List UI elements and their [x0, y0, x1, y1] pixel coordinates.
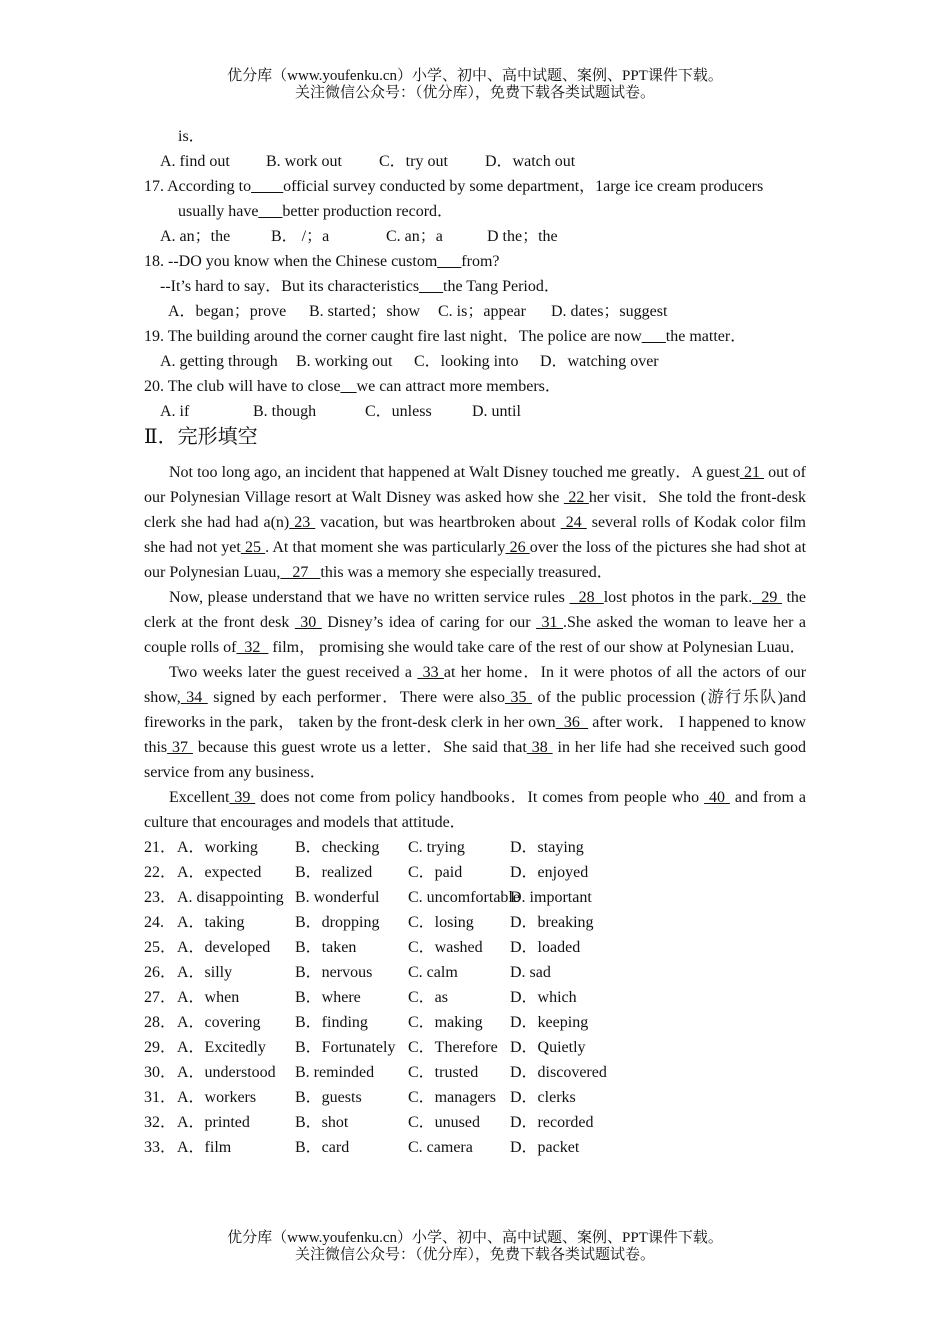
option-b: B．guests [295, 1089, 362, 1106]
option-d: D．loaded [510, 939, 581, 956]
footer-line-2: 关注微信公众号：（优分库），免费下载各类试题试卷。 [294, 1247, 655, 1263]
choice-row [144, 1060, 806, 1085]
q18-option-b: B. started；show [309, 303, 421, 320]
blank-38: 38 [526, 739, 553, 756]
q17-options [144, 224, 806, 249]
option-a: A．silly [177, 964, 233, 981]
question-number: 31． [144, 1089, 177, 1106]
page-footer [0, 1230, 950, 1264]
blank-35: 35 [504, 689, 532, 706]
option-c: C. trying [408, 839, 465, 856]
blank-37: 37 [167, 739, 193, 756]
q19-option-d: D．watching over [540, 353, 659, 370]
q18-stem: 18. --DO you know when the Chinese custom___from? [144, 253, 500, 270]
option-b: B. wonderful [295, 889, 380, 906]
blank-31: 31 [536, 614, 563, 631]
blank: ___ [641, 328, 666, 345]
option-b: B. reminded [295, 1064, 375, 1081]
choice-row [144, 1035, 806, 1060]
blank-22: 22 [563, 489, 589, 506]
blank: ____ [251, 178, 284, 195]
option-c: C．managers [408, 1089, 496, 1106]
question-number: 22． [144, 864, 177, 881]
option-b: B．nervous [295, 964, 373, 981]
question-number: 21． [144, 839, 177, 856]
question-number: 26． [144, 964, 177, 981]
passage-paragraph-1: Not too long ago, an incident that happened at Walt Disney touched me greatly．A guest 21 out of our Polynesian Village resort at Walt Disney was asked how she 22 her visit．She told the front-desk clerk she had had a(n) 23 vacation, but was heartbroken about 24 several rolls of Kodak color film she had not yet 25 . At that moment she was particularly 26 over the loss of the pictures she had shot at our Polynesian Luau, 27 this was a memory she especially treasured． [144, 464, 807, 581]
q19-option-a: A. getting through [160, 353, 278, 370]
blank-25: 25 [240, 539, 266, 556]
blank-34: 34 [180, 689, 208, 706]
q17-option-c: C. an；a [386, 228, 443, 245]
question-number: 33． [144, 1139, 177, 1156]
q16-option-b: B. work out [266, 153, 342, 170]
blank-39: 39 [229, 789, 256, 806]
q20-option-b: B. though [253, 403, 317, 420]
option-a: A．when [177, 989, 240, 1006]
q17-option-a: A. an；the [160, 228, 231, 245]
choice-row [144, 985, 806, 1010]
option-d: D．discovered [510, 1064, 607, 1081]
footer-line-1: 优分库（www.youfenku.cn）小学、初中、高中试题、案例、PPT课件下载。 [227, 1230, 723, 1246]
q19-option-c: C．looking into [414, 353, 519, 370]
option-c: C. uncomfortable [408, 889, 520, 906]
q18-options [144, 299, 806, 324]
option-a: A．covering [177, 1014, 261, 1031]
q19-stem: 19. The building around the corner caught fire last night．The police are now___the matter． [144, 328, 747, 345]
option-d: D．enjoyed [510, 864, 589, 881]
q16-options [144, 149, 806, 174]
q20-option-c: C．unless [365, 403, 432, 420]
blank-26: 26 [505, 539, 530, 556]
option-d: D．breaking [510, 914, 594, 931]
passage-paragraph-3: Two weeks later the guest received a 33 at her home．In it were photos of all the actors of our show, 34 signed by each performer．There were also 35 of the public procession (游行乐队)and fireworks in the park， taken by the front-desk clerk in her own 36 after work． I happened to know this 37 because this guest wrote us a letter．She said that 38 in her life had she received such good service from any business． [144, 664, 807, 781]
blank-27: 27 [280, 564, 321, 581]
option-a: A．Excitedly [177, 1039, 266, 1056]
q16-option-d: D．watch out [485, 153, 576, 170]
option-c: C．unused [408, 1114, 481, 1131]
question-number: 24. [144, 914, 164, 931]
question-number: 28． [144, 1014, 177, 1031]
exam-content [144, 124, 806, 1160]
page-header [0, 68, 950, 102]
question-number: 32． [144, 1114, 177, 1131]
option-c: C．washed [408, 939, 483, 956]
choice-row [144, 935, 806, 960]
q20-option-a: A. if [160, 403, 190, 420]
option-a: A．printed [177, 1114, 250, 1131]
q19-options [144, 349, 806, 374]
q20-stem: 20. The club will have to close__we can attract more members． [144, 378, 561, 395]
option-c: C．as [408, 989, 449, 1006]
option-d: D．keeping [510, 1014, 589, 1031]
choice-row [144, 1110, 806, 1135]
option-b: B．taken [295, 939, 357, 956]
option-d: D．packet [510, 1139, 580, 1156]
option-d: D．recorded [510, 1114, 594, 1131]
blank-36: 36 [555, 714, 589, 731]
blank-28: 28 [569, 589, 604, 606]
option-c: C．paid [408, 864, 463, 881]
q17-stem-cont: usually have___better production record． [178, 203, 454, 220]
q19-option-b: B. working out [296, 353, 393, 370]
option-b: B．dropping [295, 914, 380, 931]
option-c: C. calm [408, 964, 458, 981]
blank-40: 40 [704, 789, 730, 806]
section-title: Ⅱ．完形填空 [144, 426, 258, 448]
q16-tail: is． [178, 128, 205, 145]
option-a: A．expected [177, 864, 262, 881]
option-b: B．checking [295, 839, 380, 856]
blank-30: 30 [294, 614, 322, 631]
option-a: A．workers [177, 1089, 257, 1106]
choice-row [144, 910, 806, 935]
option-a: A．taking [177, 914, 245, 931]
option-b: B．realized [295, 864, 373, 881]
blank-21: 21 [739, 464, 765, 481]
question-number: 27． [144, 989, 177, 1006]
q18-option-a: A．began；prove [168, 303, 287, 320]
option-d: D．Quietly [510, 1039, 586, 1056]
choice-row [144, 860, 806, 885]
choice-row [144, 835, 806, 860]
option-d: D. important [510, 889, 592, 906]
q17-stem: 17. According to____official survey conducted by some department，1arge ice cream producers [144, 178, 764, 195]
q18-stem-cont: --It’s hard to say．But its characteristics___the Tang Period． [160, 278, 560, 295]
blank-23: 23 [289, 514, 316, 531]
option-c: C. camera [408, 1139, 473, 1156]
blank: ___ [258, 203, 283, 220]
question-number: 23． [144, 889, 177, 906]
q18-option-c: C. is；appear [438, 303, 526, 320]
blank-33: 33 [417, 664, 444, 681]
blank: ___ [437, 253, 462, 270]
blank-32: 32 [236, 639, 269, 656]
option-c: C．losing [408, 914, 474, 931]
option-d: D．which [510, 989, 577, 1006]
option-b: B．Fortunately [295, 1039, 396, 1056]
option-d: D．staying [510, 839, 584, 856]
q17-option-d: D the；the [487, 228, 558, 245]
option-c: C．trusted [408, 1064, 479, 1081]
q16-option-c: C．try out [379, 153, 448, 170]
passage-paragraph-4: Excellent 39 does not come from policy handbooks．It comes from people who 40 and from a culture that encourages and models that attitude． [144, 789, 807, 831]
question-number: 25． [144, 939, 177, 956]
q18-option-d: D. dates；suggest [551, 303, 668, 320]
q20-option-d: D. until [472, 403, 521, 420]
header-line-2: 关注微信公众号：（优分库），免费下载各类试题试卷。 [294, 85, 655, 101]
option-b: B．shot [295, 1114, 349, 1131]
option-a: A. disappointing [177, 889, 284, 906]
choice-row [144, 960, 806, 985]
choice-row [144, 1085, 806, 1110]
option-d: D. sad [510, 964, 551, 981]
option-c: C．Therefore [408, 1039, 498, 1056]
option-a: A．working [177, 839, 258, 856]
header-line-1: 优分库（www.youfenku.cn）小学、初中、高中试题、案例、PPT课件下载。 [227, 68, 723, 84]
blank-24: 24 [560, 514, 587, 531]
cloze-choices [144, 835, 806, 1160]
option-d: D．clerks [510, 1089, 576, 1106]
q17-option-b: B． /；a [271, 228, 330, 245]
question-number: 30． [144, 1064, 177, 1081]
option-a: A．understood [177, 1064, 276, 1081]
option-b: B．card [295, 1139, 350, 1156]
choice-row [144, 1135, 806, 1160]
blank: ___ [419, 278, 444, 295]
question-number: 29． [144, 1039, 177, 1056]
passage-paragraph-2: Now, please understand that we have no written service rules 28 lost photos in the park. 29 the clerk at the front desk 30 Disney’s idea of caring for our 31 .She asked the woman to leave her a couple rolls of 32 film， promising she would take care of the rest of our show at Polynesian Luau． [144, 589, 807, 656]
choice-row [144, 885, 806, 910]
option-a: A．film [177, 1139, 232, 1156]
option-b: B．finding [295, 1014, 368, 1031]
blank: __ [340, 378, 357, 395]
option-c: C．making [408, 1014, 483, 1031]
option-b: B．where [295, 989, 361, 1006]
q16-option-a: A. find out [160, 153, 230, 170]
blank-29: 29 [752, 589, 782, 606]
q20-options [144, 399, 806, 424]
option-a: A．developed [177, 939, 271, 956]
choice-row [144, 1010, 806, 1035]
